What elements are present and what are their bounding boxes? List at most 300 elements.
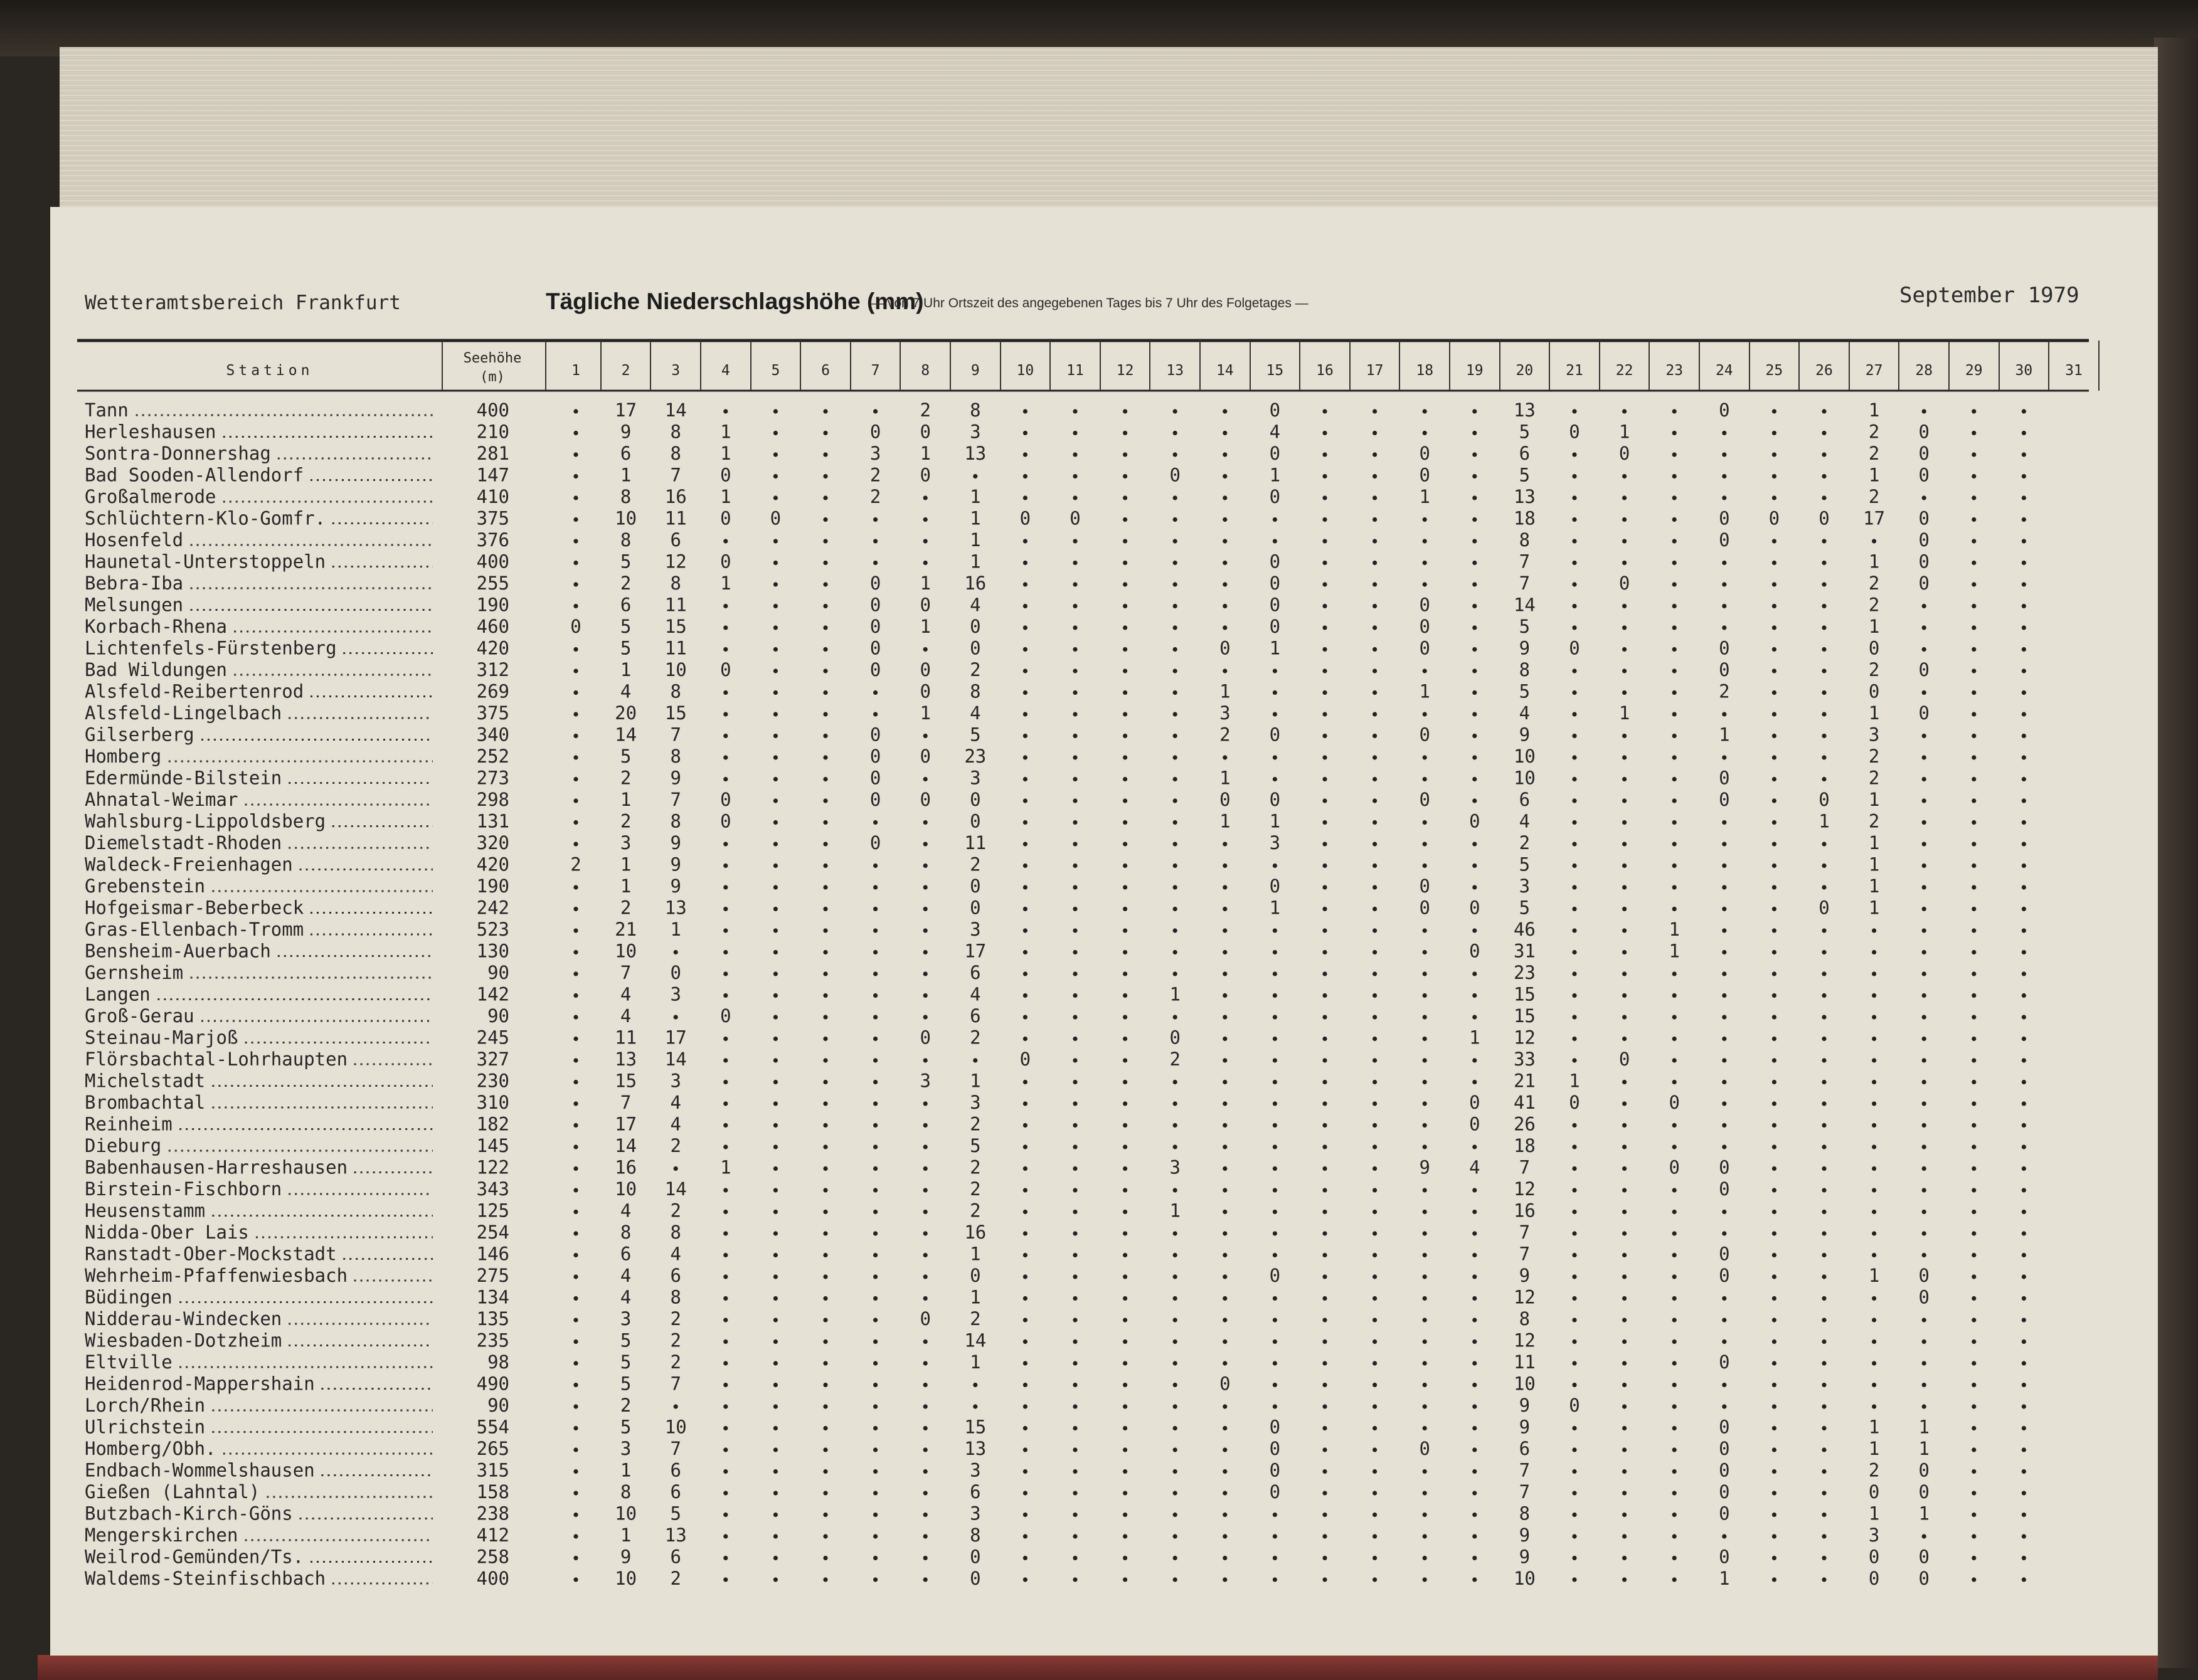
no-precip-dot	[1023, 864, 1027, 868]
precip-value: 2	[970, 1156, 981, 1178]
no-precip-dot	[1822, 1037, 1826, 1041]
precip-value: 8	[670, 1222, 681, 1243]
station-name: Tann	[85, 399, 129, 421]
precip-value: 6	[670, 529, 681, 551]
precip-value: 33	[1513, 1049, 1536, 1070]
no-precip-dot	[1322, 885, 1327, 889]
no-precip-dot	[1922, 755, 1926, 759]
station-name: Langen	[85, 983, 151, 1005]
region-label: Wetteramtsbereich Frankfurt	[85, 292, 401, 314]
precip-value: 2	[1219, 724, 1231, 746]
no-precip-dot	[1273, 1383, 1277, 1387]
no-precip-dot	[1972, 1426, 1976, 1430]
station-elevation: 147	[476, 464, 509, 486]
no-precip-dot	[1572, 1296, 1576, 1301]
no-precip-dot	[1872, 1404, 1876, 1408]
station-name: Wiesbaden-Dotzheim	[85, 1329, 282, 1351]
no-precip-dot	[674, 1015, 678, 1019]
no-precip-dot	[1322, 1210, 1327, 1214]
no-precip-dot	[1023, 474, 1027, 478]
no-precip-dot	[1772, 1491, 1776, 1495]
no-precip-dot	[1423, 1080, 1427, 1084]
no-precip-dot	[1073, 842, 1077, 846]
no-precip-dot	[1372, 1556, 1377, 1560]
no-precip-dot	[1023, 604, 1027, 608]
no-precip-dot	[873, 539, 878, 543]
no-precip-dot	[1572, 1491, 1576, 1495]
precip-value: 14	[615, 724, 637, 746]
no-precip-dot	[773, 1166, 778, 1171]
station-name: Steinau-Marjoß	[85, 1027, 238, 1049]
no-precip-dot	[1322, 1339, 1327, 1344]
precip-value: 4	[1269, 421, 1281, 443]
station-name: Weilrod-Gemünden/Ts.	[85, 1546, 304, 1568]
station-name: Haunetal-Unterstoppeln	[85, 551, 326, 573]
no-precip-dot	[823, 885, 827, 889]
no-precip-dot	[1073, 1210, 1077, 1214]
no-precip-dot	[823, 409, 827, 413]
no-precip-dot	[1822, 690, 1826, 695]
no-precip-dot	[2022, 971, 2026, 976]
no-precip-dot	[1223, 517, 1227, 522]
no-precip-dot	[1672, 820, 1677, 825]
no-precip-dot	[1572, 474, 1576, 478]
no-precip-dot	[1372, 1447, 1377, 1452]
no-precip-dot	[1372, 755, 1377, 759]
no-precip-dot	[773, 604, 778, 608]
station-elevation: 252	[476, 746, 509, 767]
no-precip-dot	[1872, 1383, 1876, 1387]
no-precip-dot	[1722, 1296, 1726, 1301]
precip-value: 16	[964, 573, 987, 594]
no-precip-dot	[1123, 864, 1127, 868]
no-precip-dot	[773, 582, 778, 586]
precip-value: 2	[1868, 421, 1880, 443]
no-precip-dot	[1972, 1101, 1976, 1106]
no-precip-dot	[723, 777, 728, 781]
station-name: Babenhausen-Harreshausen	[85, 1156, 348, 1178]
no-precip-dot	[1572, 885, 1576, 889]
no-precip-dot	[1722, 1123, 1726, 1128]
no-precip-dot	[1073, 1231, 1077, 1235]
no-precip-dot	[573, 690, 578, 695]
precip-value: 8	[670, 746, 681, 767]
no-precip-dot	[1322, 431, 1327, 435]
no-precip-dot	[1123, 971, 1127, 976]
no-precip-dot	[1722, 604, 1726, 608]
no-precip-dot	[1672, 431, 1677, 435]
no-precip-dot	[1722, 1318, 1726, 1322]
no-precip-dot	[1073, 755, 1077, 759]
no-precip-dot	[1273, 1080, 1277, 1084]
no-precip-dot	[1472, 1318, 1477, 1322]
no-precip-dot	[1772, 1253, 1776, 1257]
no-precip-dot	[573, 1080, 578, 1084]
precip-value: 3	[1868, 1524, 1880, 1546]
no-precip-dot	[1772, 409, 1776, 413]
no-precip-dot	[923, 517, 928, 522]
no-precip-dot	[1772, 668, 1776, 673]
station-elevation: 142	[476, 983, 509, 1005]
no-precip-dot	[2022, 668, 2026, 673]
no-precip-dot	[1572, 1383, 1576, 1387]
no-precip-dot	[1273, 1015, 1277, 1019]
station-name: Waldeck-Freienhagen	[85, 853, 293, 875]
no-precip-dot	[773, 1037, 778, 1041]
no-precip-dot	[773, 1015, 778, 1019]
no-precip-dot	[923, 928, 928, 932]
no-precip-dot	[2022, 907, 2026, 911]
no-precip-dot	[573, 409, 578, 413]
no-precip-dot	[1472, 993, 1477, 998]
no-precip-dot	[1972, 734, 1976, 738]
no-precip-dot	[1722, 928, 1726, 932]
no-precip-dot	[1073, 539, 1077, 543]
no-precip-dot	[773, 950, 778, 954]
no-precip-dot	[1322, 582, 1327, 586]
no-precip-dot	[773, 971, 778, 976]
no-precip-dot	[1722, 1231, 1726, 1235]
no-precip-dot	[1372, 1101, 1377, 1106]
precip-value: 1	[1469, 1027, 1480, 1049]
no-precip-dot	[1173, 885, 1177, 889]
no-precip-dot	[1872, 1339, 1876, 1344]
no-precip-dot	[723, 1383, 728, 1387]
no-precip-dot	[1173, 1404, 1177, 1408]
no-precip-dot	[1173, 517, 1177, 522]
no-precip-dot	[1822, 734, 1826, 738]
no-precip-dot	[773, 842, 778, 846]
precip-value: 1	[1918, 1438, 1930, 1459]
no-precip-dot	[923, 1231, 928, 1235]
precip-value: 1	[1868, 551, 1880, 573]
no-precip-dot	[1572, 777, 1576, 781]
no-precip-dot	[1372, 1080, 1377, 1084]
precip-value: 0	[1269, 594, 1281, 616]
no-precip-dot	[723, 1210, 728, 1214]
no-precip-dot	[1372, 539, 1377, 543]
station-name: Sontra-Donnershag	[85, 443, 271, 464]
precip-value: 2	[1519, 832, 1531, 853]
no-precip-dot	[873, 1383, 878, 1387]
no-precip-dot	[773, 1253, 778, 1257]
no-precip-dot	[1672, 1426, 1677, 1430]
no-precip-dot	[1572, 1037, 1576, 1041]
station-name: Bebra-Iba	[85, 573, 184, 594]
no-precip-dot	[823, 1383, 827, 1387]
no-precip-dot	[1372, 1231, 1377, 1235]
station-elevation: 134	[476, 1286, 509, 1308]
no-precip-dot	[1322, 1144, 1327, 1149]
precip-value: 0	[970, 1265, 981, 1286]
no-precip-dot	[823, 950, 827, 954]
precip-value: 1	[1219, 810, 1231, 832]
no-precip-dot	[1472, 604, 1477, 608]
precip-value: 0	[1469, 940, 1480, 962]
no-precip-dot	[1472, 1253, 1477, 1257]
no-precip-dot	[1372, 1144, 1377, 1149]
no-precip-dot	[1672, 1556, 1677, 1560]
precip-value: 5	[620, 746, 632, 767]
no-precip-dot	[923, 864, 928, 868]
no-precip-dot	[1023, 1101, 1027, 1106]
no-precip-dot	[1273, 712, 1277, 716]
no-precip-dot	[1223, 452, 1227, 457]
no-precip-dot	[573, 539, 578, 543]
no-precip-dot	[1073, 1318, 1077, 1322]
no-precip-dot	[1273, 1339, 1277, 1344]
precip-value: 9	[1519, 1546, 1531, 1568]
no-precip-dot	[1672, 1080, 1677, 1084]
no-precip-dot	[1023, 1166, 1027, 1171]
no-precip-dot	[1273, 1231, 1277, 1235]
no-precip-dot	[1023, 907, 1027, 911]
no-precip-dot	[2022, 928, 2026, 932]
no-precip-dot	[1672, 1491, 1677, 1495]
no-precip-dot	[1922, 1210, 1926, 1214]
station-elevation: 273	[476, 767, 509, 789]
no-precip-dot	[1472, 971, 1477, 976]
no-precip-dot	[1972, 1556, 1976, 1560]
precip-value: 7	[670, 464, 681, 486]
no-precip-dot	[1123, 474, 1127, 478]
precip-value: 4	[620, 983, 632, 1005]
no-precip-dot	[1123, 1556, 1127, 1560]
precip-value: 2	[1868, 659, 1880, 680]
no-precip-dot	[2022, 690, 2026, 695]
no-precip-dot	[1772, 1231, 1776, 1235]
precip-value: 23	[964, 746, 987, 767]
precip-value: 2	[970, 1027, 981, 1049]
no-precip-dot	[1972, 1037, 1976, 1041]
precip-value: 7	[1519, 1481, 1531, 1503]
no-precip-dot	[1173, 1296, 1177, 1301]
no-precip-dot	[1322, 1231, 1327, 1235]
precip-value: 13	[664, 897, 687, 919]
table-subtitle: — von 7 Uhr Ortszeit des angegebenen Tages bis 7 Uhr des Folgetages —	[871, 296, 1309, 310]
precip-value: 2	[670, 1568, 681, 1589]
no-precip-dot	[923, 1491, 928, 1495]
no-precip-dot	[1023, 1210, 1027, 1214]
no-precip-dot	[823, 1274, 827, 1279]
no-precip-dot	[1223, 1361, 1227, 1365]
no-precip-dot	[1073, 582, 1077, 586]
no-precip-dot	[1472, 495, 1477, 500]
no-precip-dot	[1572, 1556, 1576, 1560]
no-precip-dot	[723, 950, 728, 954]
precip-value: 2	[970, 1113, 981, 1135]
no-precip-dot	[823, 820, 827, 825]
no-precip-dot	[1572, 625, 1576, 630]
no-precip-dot	[1622, 820, 1627, 825]
no-precip-dot	[2022, 561, 2026, 565]
precip-value: 6	[670, 1481, 681, 1503]
no-precip-dot	[1123, 582, 1127, 586]
precip-value: 1	[920, 616, 931, 637]
no-precip-dot	[2022, 1556, 2026, 1560]
no-precip-dot	[873, 1101, 878, 1106]
no-precip-dot	[973, 474, 977, 478]
no-precip-dot	[1822, 777, 1826, 781]
no-precip-dot	[1372, 647, 1377, 652]
no-precip-dot	[1772, 971, 1776, 976]
no-precip-dot	[1822, 625, 1826, 630]
no-precip-dot	[1073, 993, 1077, 998]
precip-value: 2	[1868, 594, 1880, 616]
precip-value: 0	[1719, 1178, 1730, 1200]
station-name: Birstein-Fischborn	[85, 1178, 282, 1200]
no-precip-dot	[923, 1383, 928, 1387]
no-precip-dot	[923, 1469, 928, 1474]
day-header: 18	[1416, 362, 1434, 379]
precip-value: 16	[1513, 1200, 1536, 1222]
no-precip-dot	[1772, 950, 1776, 954]
precip-value: 12	[664, 551, 687, 573]
no-precip-dot	[1622, 1318, 1627, 1322]
no-precip-dot	[1423, 561, 1427, 565]
no-precip-dot	[873, 1556, 878, 1560]
precip-value: 0	[920, 659, 931, 680]
no-precip-dot	[1123, 604, 1127, 608]
no-precip-dot	[1672, 971, 1677, 976]
no-precip-dot	[1223, 1339, 1227, 1344]
no-precip-dot	[1922, 1534, 1926, 1538]
precip-value: 0	[970, 897, 981, 919]
no-precip-dot	[1922, 885, 1926, 889]
precip-value: 10	[1513, 767, 1536, 789]
station-name: Großalmerode	[85, 486, 216, 507]
precip-value: 0	[1868, 637, 1880, 659]
no-precip-dot	[1223, 1144, 1227, 1149]
no-precip-dot	[773, 993, 778, 998]
no-precip-dot	[723, 1513, 728, 1517]
no-precip-dot	[773, 1383, 778, 1387]
no-precip-dot	[1423, 820, 1427, 825]
no-precip-dot	[1922, 495, 1926, 500]
no-precip-dot	[1322, 950, 1327, 954]
no-precip-dot	[1622, 1210, 1627, 1214]
no-precip-dot	[1972, 1166, 1976, 1171]
no-precip-dot	[573, 1210, 578, 1214]
no-precip-dot	[1972, 842, 1976, 846]
no-precip-dot	[1472, 1361, 1477, 1365]
no-precip-dot	[923, 1556, 928, 1560]
no-precip-dot	[573, 1577, 578, 1582]
no-precip-dot	[2022, 582, 2026, 586]
no-precip-dot	[873, 712, 878, 716]
station-name: Ahnatal-Weimar	[85, 789, 238, 810]
no-precip-dot	[1023, 1491, 1027, 1495]
no-precip-dot	[1322, 1426, 1327, 1430]
no-precip-dot	[1273, 1253, 1277, 1257]
no-precip-dot	[1223, 1556, 1227, 1560]
station-name: Gießen (Lahntal)	[85, 1481, 260, 1503]
no-precip-dot	[1023, 409, 1027, 413]
precip-value: 0	[1269, 1438, 1281, 1459]
precip-value: 2	[620, 767, 632, 789]
no-precip-dot	[1622, 734, 1627, 738]
no-precip-dot	[1572, 1339, 1576, 1344]
no-precip-dot	[1073, 1469, 1077, 1474]
no-precip-dot	[1822, 1534, 1826, 1538]
no-precip-dot	[1972, 668, 1976, 673]
day-header: 29	[1965, 362, 1983, 379]
no-precip-dot	[2022, 993, 2026, 998]
no-precip-dot	[1972, 1383, 1976, 1387]
no-precip-dot	[1073, 1513, 1077, 1517]
elevation-unit-header: (m)	[480, 369, 505, 385]
no-precip-dot	[1073, 1101, 1077, 1106]
no-precip-dot	[1023, 777, 1027, 781]
no-precip-dot	[1672, 734, 1677, 738]
no-precip-dot	[1223, 1426, 1227, 1430]
precip-value: 0	[920, 1027, 931, 1049]
precip-value: 17	[615, 399, 637, 421]
no-precip-dot	[1572, 842, 1576, 846]
no-precip-dot	[1872, 1015, 1876, 1019]
no-precip-dot	[1672, 1577, 1677, 1582]
no-precip-dot	[1023, 1080, 1027, 1084]
no-precip-dot	[2022, 777, 2026, 781]
no-precip-dot	[1322, 1037, 1327, 1041]
precip-value: 0	[1618, 1049, 1630, 1070]
no-precip-dot	[823, 1166, 827, 1171]
no-precip-dot	[1772, 712, 1776, 716]
no-precip-dot	[1322, 1361, 1327, 1365]
no-precip-dot	[1572, 1577, 1576, 1582]
precip-value: 1	[1569, 1070, 1580, 1092]
station-elevation: 146	[476, 1243, 509, 1265]
no-precip-dot	[1073, 1274, 1077, 1279]
no-precip-dot	[1223, 1231, 1227, 1235]
no-precip-dot	[2022, 517, 2026, 522]
no-precip-dot	[1872, 1296, 1876, 1301]
no-precip-dot	[723, 842, 728, 846]
no-precip-dot	[1672, 409, 1677, 413]
station-name: Bensheim-Auerbach	[85, 940, 271, 962]
precip-value: 8	[670, 443, 681, 464]
station-name: Büdingen	[85, 1286, 173, 1308]
day-header: 17	[1366, 362, 1384, 379]
precip-value: 0	[1818, 897, 1830, 919]
no-precip-dot	[773, 1231, 778, 1235]
precip-value: 1	[1868, 853, 1880, 875]
no-precip-dot	[1722, 1534, 1726, 1538]
no-precip-dot	[873, 1513, 878, 1517]
precip-value: 12	[1513, 1286, 1536, 1308]
precip-value: 8	[970, 1524, 981, 1546]
no-precip-dot	[1772, 1123, 1776, 1128]
precip-value: 9	[1519, 1265, 1531, 1286]
no-precip-dot	[573, 1318, 578, 1322]
no-precip-dot	[674, 1166, 678, 1171]
precip-value: 2	[1868, 573, 1880, 594]
no-precip-dot	[1223, 1534, 1227, 1538]
no-precip-dot	[1173, 1144, 1177, 1149]
no-precip-dot	[573, 517, 578, 522]
precip-value: 6	[1519, 1438, 1531, 1459]
no-precip-dot	[1822, 1361, 1826, 1365]
no-precip-dot	[923, 561, 928, 565]
station-name: Ulrichstein	[85, 1416, 206, 1438]
precip-value: 0	[1469, 810, 1480, 832]
precip-value: 3	[970, 767, 981, 789]
no-precip-dot	[1822, 1058, 1826, 1062]
station-elevation: 182	[476, 1113, 509, 1135]
no-precip-dot	[1023, 950, 1027, 954]
day-header: 22	[1615, 362, 1633, 379]
no-precip-dot	[1223, 625, 1227, 630]
